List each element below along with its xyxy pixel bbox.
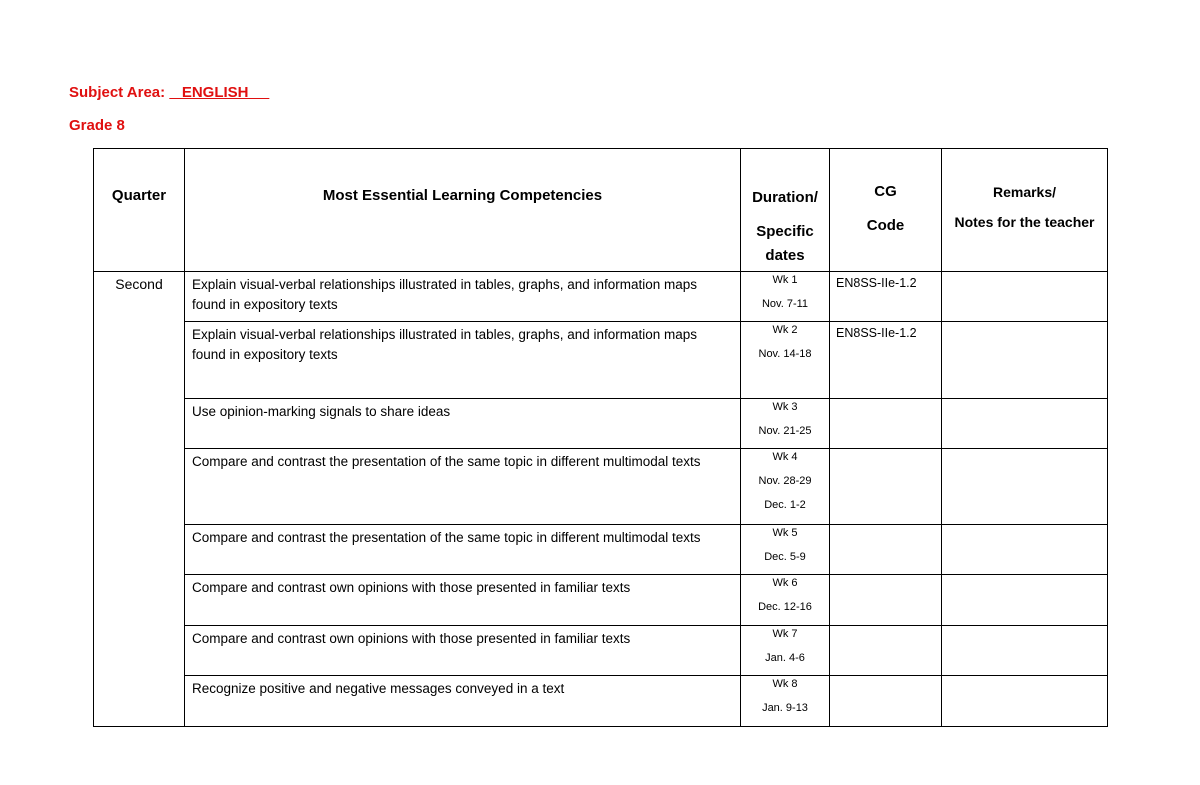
cg-code-cell: EN8SS-IIe-1.2 bbox=[830, 272, 942, 322]
column-header-cg-code bbox=[830, 149, 942, 272]
cg-header-line-2: Code bbox=[866, 217, 905, 234]
week-label: Wk 6 bbox=[772, 577, 798, 589]
competency-cell: Compare and contrast the presentation of the same topic in different multimodal texts bbox=[185, 525, 741, 575]
duration-header-line-2: Specific bbox=[756, 223, 814, 240]
cg-code-cell bbox=[830, 676, 942, 727]
remarks-cell bbox=[942, 626, 1108, 676]
week-label: Wk 4 bbox=[772, 451, 798, 463]
competency-cell: Compare and contrast own opinions with those presented in familiar texts bbox=[185, 575, 741, 626]
competency-cell: Recognize positive and negative messages conveyed in a text bbox=[185, 676, 741, 727]
duration-cell bbox=[741, 272, 830, 322]
remarks-cell bbox=[942, 449, 1108, 525]
duration-header-line-3: dates bbox=[765, 247, 805, 264]
cg-code-cell bbox=[830, 525, 942, 575]
cg-code-cell: EN8SS-IIe-1.2 bbox=[830, 322, 942, 399]
duration-cell bbox=[741, 676, 830, 727]
duration-cell bbox=[741, 399, 830, 449]
cg-code-cell bbox=[830, 399, 942, 449]
week-label: Wk 5 bbox=[772, 527, 798, 539]
duration-cell bbox=[741, 626, 830, 676]
competency-cell: Explain visual-verbal relationships illustrated in tables, graphs, and information maps found in expository texts bbox=[185, 272, 741, 322]
column-header-duration bbox=[741, 149, 830, 272]
remarks-header-line-1: Remarks/ bbox=[992, 184, 1057, 200]
column-header-competencies: Most Essential Learning Competencies bbox=[185, 149, 741, 272]
subject-area-heading bbox=[69, 84, 269, 101]
date-label: Nov. 14-18 bbox=[758, 348, 812, 360]
table-row bbox=[94, 575, 1108, 626]
remarks-cell bbox=[942, 272, 1108, 322]
column-header-quarter: Quarter bbox=[94, 149, 185, 272]
competency-table bbox=[93, 148, 1108, 727]
duration-cell bbox=[741, 575, 830, 626]
date-label: Dec. 5-9 bbox=[764, 551, 806, 563]
date-label: Nov. 7-11 bbox=[761, 298, 809, 310]
remarks-cell bbox=[942, 322, 1108, 399]
week-label: Wk 2 bbox=[772, 324, 798, 336]
column-header-remarks bbox=[942, 149, 1108, 272]
remarks-cell bbox=[942, 676, 1108, 727]
table-row bbox=[94, 676, 1108, 727]
duration-header-line-1: Duration/ bbox=[752, 189, 818, 206]
cg-code-cell bbox=[830, 449, 942, 525]
competency-cell: Compare and contrast the presentation of the same topic in different multimodal texts bbox=[185, 449, 741, 525]
table-row bbox=[94, 272, 1108, 322]
week-label: Wk 1 bbox=[772, 274, 798, 286]
competency-cell: Compare and contrast own opinions with those presented in familiar texts bbox=[185, 626, 741, 676]
cg-code-cell bbox=[830, 626, 942, 676]
date-label: Jan. 4-6 bbox=[765, 652, 805, 664]
duration-cell bbox=[741, 525, 830, 575]
week-label: Wk 8 bbox=[772, 678, 798, 690]
cg-header-line-1: CG bbox=[874, 183, 897, 200]
duration-cell bbox=[741, 449, 830, 525]
subject-area-value: ENGLISH bbox=[169, 84, 270, 101]
table-row bbox=[94, 322, 1108, 399]
remarks-cell bbox=[942, 575, 1108, 626]
week-label: Wk 7 bbox=[772, 628, 798, 640]
remarks-cell bbox=[942, 525, 1108, 575]
week-label: Wk 3 bbox=[772, 401, 798, 413]
duration-cell bbox=[741, 322, 830, 399]
remarks-cell bbox=[942, 399, 1108, 449]
grade-heading: Grade 8 bbox=[69, 117, 125, 134]
cg-code-cell bbox=[830, 575, 942, 626]
competency-cell: Use opinion-marking signals to share ideas bbox=[185, 399, 741, 449]
subject-area-label: Subject Area: bbox=[69, 84, 170, 101]
table-header-row bbox=[94, 149, 1108, 272]
date-label: Nov. 21-25 bbox=[758, 425, 812, 437]
date-label: Jan. 9-13 bbox=[762, 702, 808, 714]
remarks-header-line-2: Notes for the teacher bbox=[954, 214, 1095, 230]
competency-cell: Explain visual-verbal relationships illustrated in tables, graphs, and information maps found in expository texts bbox=[185, 322, 741, 399]
date-label: Dec. 12-16 bbox=[758, 601, 812, 613]
date-label: Nov. 28-29 bbox=[758, 475, 812, 487]
table-row bbox=[94, 399, 1108, 449]
table-row bbox=[94, 626, 1108, 676]
date-label: Dec. 1-2 bbox=[764, 499, 806, 511]
table-row bbox=[94, 449, 1108, 525]
quarter-cell: Second bbox=[94, 272, 185, 727]
table-row bbox=[94, 525, 1108, 575]
